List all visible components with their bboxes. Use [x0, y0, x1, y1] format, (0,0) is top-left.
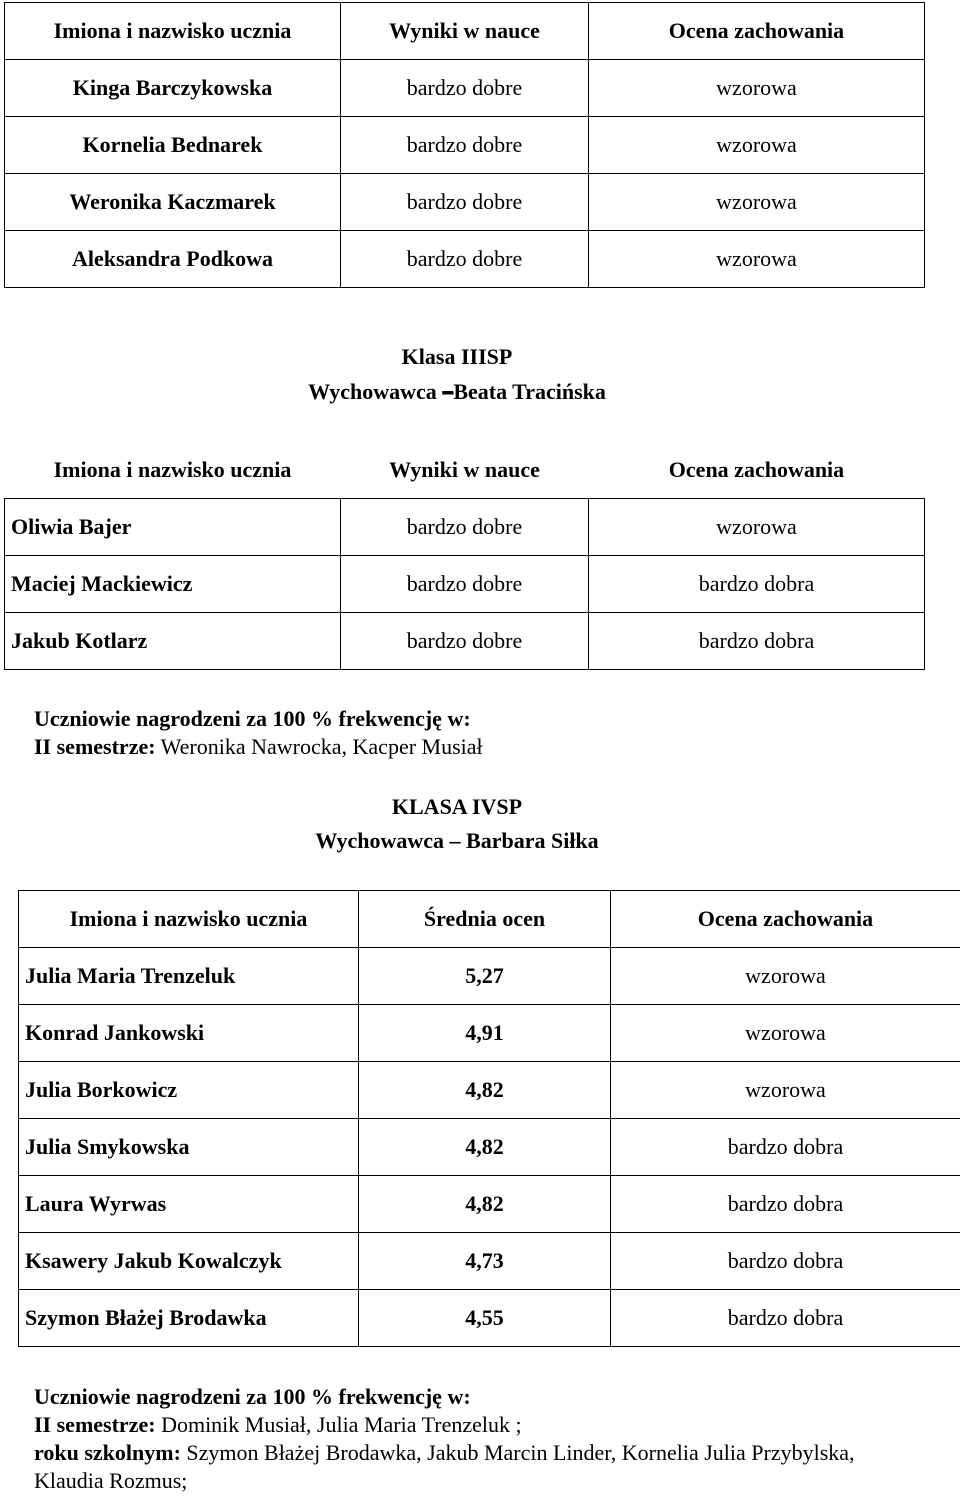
results-cell: bardzo dobre: [341, 613, 589, 670]
column-header-behavior: Ocena zachowania: [589, 3, 925, 60]
attendance-heading: Uczniowie nagrodzeni za 100 % frekwencję w:: [34, 706, 471, 731]
student-name: Szymon Błażej Brodawka: [19, 1290, 359, 1347]
column-header-behavior: Ocena zachowania: [611, 891, 960, 948]
behavior-cell: bardzo dobra: [611, 1119, 960, 1176]
semester-label: II semestrze:: [34, 1412, 156, 1437]
column-header-name: Imiona i nazwisko ucznia: [19, 891, 359, 948]
table-row: [5, 117, 925, 174]
student-name: Weronika Kaczmarek: [5, 174, 341, 231]
class-3-teacher-label: Wychowawca: [308, 379, 443, 404]
average-cell: 4,73: [359, 1233, 611, 1290]
class-4-attendance: [34, 1383, 914, 1495]
semester-names: Dominik Musiał, Julia Maria Trenzeluk ;: [155, 1412, 522, 1437]
results-cell: bardzo dobre: [341, 174, 589, 231]
table-row: [5, 556, 925, 613]
results-cell: bardzo dobre: [341, 556, 589, 613]
table-row: [19, 1290, 960, 1347]
column-header-average: Średnia ocen: [359, 891, 611, 948]
results-cell: bardzo dobre: [341, 117, 589, 174]
column-header-behavior: Ocena zachowania: [589, 442, 925, 499]
average-cell: 5,27: [359, 948, 611, 1005]
table-row: [5, 231, 925, 288]
table-class-previous: [4, 2, 925, 288]
student-name: Kinga Barczykowska: [5, 60, 341, 117]
class-3-attendance: [34, 705, 934, 761]
student-name: Jakub Kotlarz: [5, 613, 341, 670]
class-3-teacher: [0, 379, 914, 405]
class-4-title: KLASA IVSP: [391, 794, 523, 819]
semester-names: Weronika Nawrocka, Kacper Musiał: [155, 734, 483, 759]
results-cell: bardzo dobre: [341, 60, 589, 117]
table-row: [5, 60, 925, 117]
student-name: Konrad Jankowski: [19, 1005, 359, 1062]
student-name: Julia Maria Trenzeluk: [19, 948, 359, 1005]
table-row: [19, 1005, 960, 1062]
table-row: [19, 1233, 960, 1290]
class-3-teacher-dash: –: [442, 379, 454, 404]
behavior-cell: bardzo dobra: [611, 1233, 960, 1290]
student-name: Aleksandra Podkowa: [5, 231, 341, 288]
student-name: Maciej Mackiewicz: [5, 556, 341, 613]
behavior-cell: wzorowa: [611, 1062, 960, 1119]
student-name: Oliwia Bajer: [5, 499, 341, 556]
behavior-cell: wzorowa: [611, 948, 960, 1005]
student-name: Julia Smykowska: [19, 1119, 359, 1176]
table-row: [19, 1062, 960, 1119]
results-cell: bardzo dobre: [341, 231, 589, 288]
student-name: Laura Wyrwas: [19, 1176, 359, 1233]
behavior-cell: wzorowa: [589, 499, 925, 556]
semester-label: II semestrze:: [34, 734, 156, 759]
column-header-name: Imiona i nazwisko ucznia: [5, 3, 341, 60]
behavior-cell: bardzo dobra: [611, 1290, 960, 1347]
table-row: [5, 174, 925, 231]
table-header-row: [5, 3, 925, 60]
behavior-cell: wzorowa: [589, 174, 925, 231]
table-header-row: [19, 891, 960, 948]
results-cell: bardzo dobre: [341, 499, 589, 556]
student-name: Kornelia Bednarek: [5, 117, 341, 174]
behavior-cell: wzorowa: [589, 117, 925, 174]
attendance-heading: Uczniowie nagrodzeni za 100 % frekwencję w:: [34, 1384, 471, 1409]
attendance-year: [34, 1439, 914, 1495]
average-cell: 4,82: [359, 1062, 611, 1119]
behavior-cell: wzorowa: [611, 1005, 960, 1062]
average-cell: 4,55: [359, 1290, 611, 1347]
table-row: [5, 499, 925, 556]
table-class-3: [4, 442, 925, 670]
average-cell: 4,82: [359, 1119, 611, 1176]
behavior-cell: bardzo dobra: [589, 556, 925, 613]
attendance-semester: [34, 1411, 914, 1439]
behavior-cell: bardzo dobra: [589, 613, 925, 670]
student-name: Ksawery Jakub Kowalczyk: [19, 1233, 359, 1290]
behavior-cell: wzorowa: [589, 231, 925, 288]
average-cell: 4,82: [359, 1176, 611, 1233]
column-header-name: Imiona i nazwisko ucznia: [5, 442, 341, 499]
table-header-row: [5, 442, 925, 499]
class-4-teacher: Wychowawca – Barbara Siłka: [315, 828, 599, 853]
column-header-results: Wyniki w nauce: [341, 3, 589, 60]
year-label: roku szkolnym:: [34, 1440, 181, 1465]
year-names: Szymon Błażej Brodawka, Jakub Marcin Linder, Kornelia Julia Przybylska, Klaudia Rozmus;: [34, 1440, 855, 1493]
table-row: [5, 613, 925, 670]
behavior-cell: wzorowa: [589, 60, 925, 117]
table-row: [19, 948, 960, 1005]
column-header-results: Wyniki w nauce: [341, 442, 589, 499]
behavior-cell: bardzo dobra: [611, 1176, 960, 1233]
table-class-4: [18, 890, 960, 1347]
attendance-semester: [34, 733, 934, 761]
class-3-title: Klasa IIISP: [401, 344, 513, 369]
table-row: [19, 1119, 960, 1176]
student-name: Julia Borkowicz: [19, 1062, 359, 1119]
table-row: [19, 1176, 960, 1233]
average-cell: 4,91: [359, 1005, 611, 1062]
class-3-teacher-name: Beata Tracińska: [453, 379, 606, 404]
